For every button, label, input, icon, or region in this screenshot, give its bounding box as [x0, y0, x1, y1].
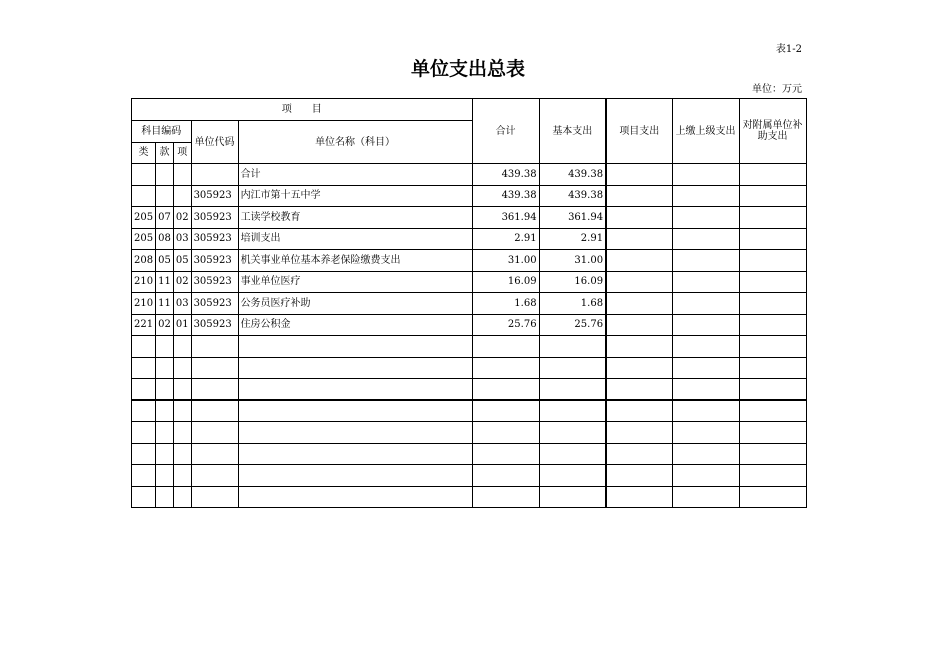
table-row — [132, 314, 807, 336]
cell-upper — [672, 486, 739, 508]
cell-code: 305923 — [191, 293, 238, 315]
header-unit-code: 单位代码 — [191, 121, 238, 164]
cell-project-exp — [606, 207, 672, 229]
cell-upper — [672, 443, 739, 465]
header-xiang: 项 — [173, 142, 191, 164]
cell-total — [472, 422, 539, 444]
cell-subsidy — [739, 357, 806, 379]
table-row — [132, 185, 807, 207]
cell-name: 机关事业单位基本养老保险缴费支出 — [238, 250, 472, 272]
cell-basic: 361.94 — [539, 207, 606, 229]
cell-xiang: 02 — [173, 207, 191, 229]
cell-subsidy — [739, 443, 806, 465]
header-total: 合计 — [472, 99, 539, 164]
cell-xiang: 03 — [173, 228, 191, 250]
cell-kuan — [156, 164, 174, 186]
cell-lei — [132, 465, 156, 487]
empty-row — [132, 465, 807, 487]
cell-subsidy — [739, 379, 806, 401]
cell-project-exp — [606, 443, 672, 465]
cell-basic — [539, 465, 606, 487]
cell-subsidy — [739, 336, 806, 358]
header-basic: 基本支出 — [539, 99, 606, 164]
cell-code — [191, 486, 238, 508]
cell-lei — [132, 357, 156, 379]
cell-basic — [539, 357, 606, 379]
page-title: 单位支出总表 — [410, 58, 525, 80]
cell-upper — [672, 271, 739, 293]
expenditure-table — [131, 98, 807, 508]
cell-subsidy — [739, 486, 806, 508]
empty-row — [132, 422, 807, 444]
header-unit-name: 单位名称（科目） — [238, 121, 472, 164]
cell-name: 公务员医疗补助 — [238, 293, 472, 315]
cell-basic — [539, 336, 606, 358]
cell-name — [238, 379, 472, 401]
header-project: 项 目 — [132, 99, 473, 121]
cell-lei — [132, 422, 156, 444]
cell-subsidy — [739, 228, 806, 250]
cell-basic: 31.00 — [539, 250, 606, 272]
cell-name — [238, 486, 472, 508]
cell-basic: 2.91 — [539, 228, 606, 250]
cell-name: 合计 — [238, 164, 472, 186]
cell-basic: 439.38 — [539, 164, 606, 186]
cell-xiang — [173, 185, 191, 207]
cell-basic: 16.09 — [539, 271, 606, 293]
cell-name — [238, 422, 472, 444]
header-kuan: 款 — [156, 142, 174, 164]
cell-project-exp — [606, 486, 672, 508]
cell-basic — [539, 400, 606, 422]
cell-name: 工读学校教育 — [238, 207, 472, 229]
cell-project-exp — [606, 314, 672, 336]
cell-basic — [539, 379, 606, 401]
cell-lei — [132, 185, 156, 207]
cell-lei: 205 — [132, 228, 156, 250]
empty-row — [132, 400, 807, 422]
table-row — [132, 228, 807, 250]
header-project-exp: 项目支出 — [606, 99, 672, 164]
cell-kuan: 08 — [156, 228, 174, 250]
cell-kuan — [156, 357, 174, 379]
cell-total — [472, 379, 539, 401]
cell-upper — [672, 422, 739, 444]
cell-code: 305923 — [191, 185, 238, 207]
cell-total: 2.91 — [472, 228, 539, 250]
empty-row — [132, 486, 807, 508]
cell-lei — [132, 336, 156, 358]
cell-upper — [672, 314, 739, 336]
cell-kuan: 05 — [156, 250, 174, 272]
cell-xiang: 01 — [173, 314, 191, 336]
cell-kuan — [156, 443, 174, 465]
cell-code — [191, 465, 238, 487]
cell-name: 内江市第十五中学 — [238, 185, 472, 207]
cell-lei: 210 — [132, 271, 156, 293]
cell-kuan — [156, 400, 174, 422]
cell-project-exp — [606, 422, 672, 444]
cell-kuan — [156, 379, 174, 401]
cell-code: 305923 — [191, 228, 238, 250]
empty-row — [132, 357, 807, 379]
cell-xiang — [173, 379, 191, 401]
cell-code — [191, 422, 238, 444]
cell-project-exp — [606, 271, 672, 293]
table-code: 表1-2 — [775, 44, 802, 55]
cell-basic — [539, 422, 606, 444]
cell-upper — [672, 164, 739, 186]
unit-label: 单位：万元 — [752, 84, 802, 95]
cell-code: 305923 — [191, 314, 238, 336]
cell-kuan — [156, 185, 174, 207]
cell-name: 事业单位医疗 — [238, 271, 472, 293]
cell-total: 31.00 — [472, 250, 539, 272]
cell-project-exp — [606, 379, 672, 401]
cell-basic — [539, 443, 606, 465]
cell-basic — [539, 486, 606, 508]
cell-subsidy — [739, 185, 806, 207]
cell-lei: 221 — [132, 314, 156, 336]
cell-kuan: 07 — [156, 207, 174, 229]
cell-upper — [672, 357, 739, 379]
cell-total — [472, 357, 539, 379]
cell-xiang: 05 — [173, 250, 191, 272]
cell-project-exp — [606, 185, 672, 207]
cell-lei: 208 — [132, 250, 156, 272]
cell-code — [191, 443, 238, 465]
cell-kuan: 11 — [156, 271, 174, 293]
cell-project-exp — [606, 336, 672, 358]
cell-subsidy — [739, 164, 806, 186]
cell-name — [238, 400, 472, 422]
cell-xiang — [173, 400, 191, 422]
cell-code — [191, 164, 238, 186]
cell-kuan — [156, 422, 174, 444]
cell-xiang: 03 — [173, 293, 191, 315]
cell-xiang — [173, 443, 191, 465]
header-upper: 上缴上级支出 — [672, 99, 739, 164]
table-row — [132, 207, 807, 229]
cell-subsidy — [739, 250, 806, 272]
cell-kuan — [156, 465, 174, 487]
cell-basic: 25.76 — [539, 314, 606, 336]
cell-total — [472, 486, 539, 508]
cell-total — [472, 400, 539, 422]
cell-subsidy — [739, 465, 806, 487]
cell-xiang — [173, 357, 191, 379]
table-row — [132, 293, 807, 315]
cell-upper — [672, 293, 739, 315]
cell-code — [191, 400, 238, 422]
cell-upper — [672, 250, 739, 272]
cell-lei: 210 — [132, 293, 156, 315]
cell-total — [472, 443, 539, 465]
cell-total: 16.09 — [472, 271, 539, 293]
empty-row — [132, 443, 807, 465]
cell-project-exp — [606, 465, 672, 487]
cell-code — [191, 357, 238, 379]
cell-code: 305923 — [191, 271, 238, 293]
cell-xiang: 02 — [173, 271, 191, 293]
cell-name: 住房公积金 — [238, 314, 472, 336]
cell-project-exp — [606, 400, 672, 422]
cell-name: 培训支出 — [238, 228, 472, 250]
cell-upper — [672, 465, 739, 487]
cell-upper — [672, 207, 739, 229]
cell-total: 439.38 — [472, 164, 539, 186]
cell-upper — [672, 228, 739, 250]
cell-upper — [672, 336, 739, 358]
cell-lei — [132, 379, 156, 401]
cell-kuan — [156, 486, 174, 508]
cell-code: 305923 — [191, 207, 238, 229]
header-subject-code: 科目编码 — [132, 121, 192, 143]
cell-xiang — [173, 164, 191, 186]
cell-project-exp — [606, 164, 672, 186]
table-row — [132, 164, 807, 186]
cell-total: 25.76 — [472, 314, 539, 336]
cell-upper — [672, 185, 739, 207]
cell-project-exp — [606, 357, 672, 379]
header-lei: 类 — [132, 142, 156, 164]
cell-code — [191, 336, 238, 358]
cell-upper — [672, 400, 739, 422]
cell-kuan — [156, 336, 174, 358]
empty-row — [132, 336, 807, 358]
cell-total — [472, 336, 539, 358]
cell-subsidy — [739, 400, 806, 422]
cell-subsidy — [739, 422, 806, 444]
cell-xiang — [173, 422, 191, 444]
cell-basic: 1.68 — [539, 293, 606, 315]
cell-lei — [132, 400, 156, 422]
table-row — [132, 250, 807, 272]
cell-name — [238, 443, 472, 465]
cell-lei — [132, 486, 156, 508]
cell-xiang — [173, 486, 191, 508]
cell-upper — [672, 379, 739, 401]
cell-kuan: 02 — [156, 314, 174, 336]
cell-total: 439.38 — [472, 185, 539, 207]
cell-name — [238, 336, 472, 358]
cell-lei: 205 — [132, 207, 156, 229]
cell-name — [238, 465, 472, 487]
cell-lei — [132, 164, 156, 186]
cell-total: 361.94 — [472, 207, 539, 229]
header-subsidy: 对附属单位补助支出 — [739, 99, 806, 164]
table-row — [132, 271, 807, 293]
cell-total: 1.68 — [472, 293, 539, 315]
cell-kuan: 11 — [156, 293, 174, 315]
cell-subsidy — [739, 207, 806, 229]
cell-total — [472, 465, 539, 487]
cell-project-exp — [606, 250, 672, 272]
cell-code: 305923 — [191, 250, 238, 272]
cell-code — [191, 379, 238, 401]
cell-project-exp — [606, 293, 672, 315]
cell-xiang — [173, 336, 191, 358]
cell-subsidy — [739, 271, 806, 293]
cell-subsidy — [739, 293, 806, 315]
cell-project-exp — [606, 228, 672, 250]
cell-subsidy — [739, 314, 806, 336]
cell-basic: 439.38 — [539, 185, 606, 207]
cell-name — [238, 357, 472, 379]
cell-xiang — [173, 465, 191, 487]
cell-lei — [132, 443, 156, 465]
empty-row — [132, 379, 807, 401]
